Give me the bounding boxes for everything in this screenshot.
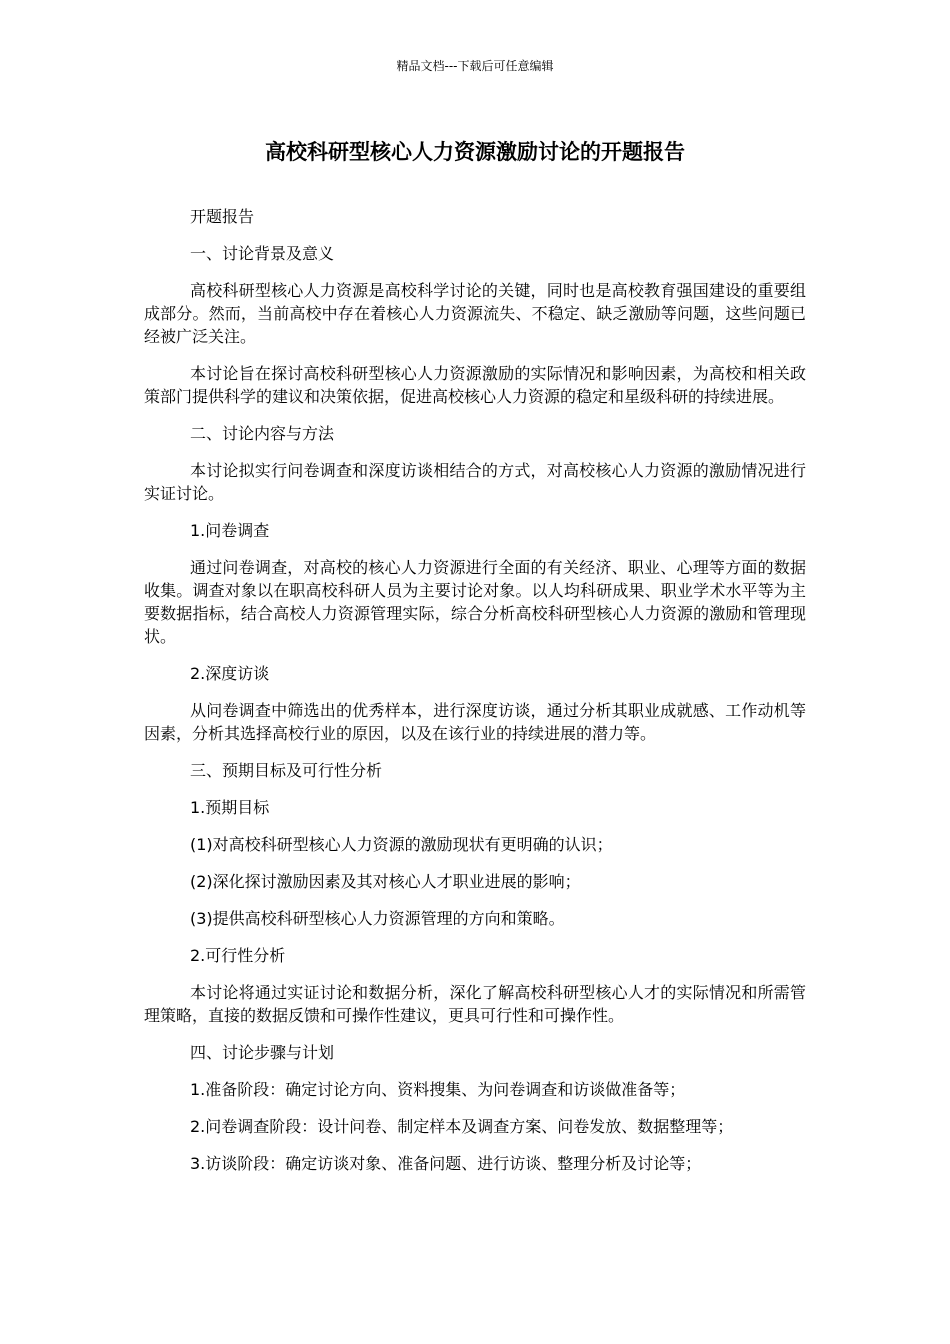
section-heading-steps-plan: 四、讨论步骤与计划 [190, 1043, 335, 1062]
paragraph-questionnaire: 通过问卷调查，对高校的核心人力资源进行全面的有关经济、职业、心理等方面的数据收集。调查对象以在职高校科研人员为主要讨论对象。以人均科研成果、职业学术水平等为主要数据指标，结合高校人力资源管理实际，综合分析高校科研型核心人力资源的激励和管理现状。 [144, 558, 806, 646]
document-body [144, 205, 806, 1189]
goal-item-3: (3)提供高校科研型核心人力资源管理的方向和策略。 [190, 909, 565, 928]
paragraph-interview: 从问卷调查中筛选出的优秀样本，进行深度访谈，通过分析其职业成就感、工作动机等因素，分析其选择高校行业的原因，以及在该行业的持续进展的潜力等。 [144, 701, 806, 743]
document-title: 高校科研型核心人力资源激励讨论的开题报告 [265, 140, 685, 164]
header-note: 精品文档---下载后可任意编辑 [396, 59, 554, 73]
paragraph-background-1: 高校科研型核心人力资源是高校科学讨论的关键，同时也是高校教育强国建设的重要组成部分。然而，当前高校中存在着核心人力资源流失、不稳定、缺乏激励等问题，这些问题已经被广泛关注。 [144, 281, 806, 346]
step-item-1: 1.准备阶段：确定讨论方向、资料搜集、为问卷调查和访谈做准备等； [190, 1080, 686, 1099]
goal-item-1: (1)对高校科研型核心人力资源的激励现状有更明确的认识； [190, 835, 613, 854]
paragraph-feasibility: 本讨论将通过实证讨论和数据分析，深化了解高校科研型核心人才的实际情况和所需管理策略，直接的数据反馈和可操作性建议，更具可行性和可操作性。 [144, 983, 806, 1025]
section-heading-content-method: 二、讨论内容与方法 [190, 424, 335, 443]
step-item-2: 2.问卷调查阶段：设计问卷、制定样本及调查方案、问卷发放、数据整理等； [190, 1117, 734, 1136]
step-item-3: 3.访谈阶段：确定访谈对象、准备问题、进行访谈、整理分析及讨论等； [190, 1154, 702, 1173]
subheading-goals: 1.预期目标 [190, 798, 270, 817]
section-heading-goals-feasibility: 三、预期目标及可行性分析 [190, 761, 383, 780]
subheading-questionnaire: 1.问卷调查 [190, 521, 270, 540]
subheading-feasibility: 2.可行性分析 [190, 946, 286, 965]
paragraph-report-label: 开题报告 [190, 207, 255, 226]
subheading-interview: 2.深度访谈 [190, 664, 270, 683]
goal-item-2: (2)深化探讨激励因素及其对核心人才职业进展的影响； [190, 872, 581, 891]
paragraph-background-2: 本讨论旨在探讨高校科研型核心人力资源激励的实际情况和影响因素，为高校和相关政策部门提供科学的建议和决策依据，促进高校核心人力资源的稳定和星级科研的持续进展。 [144, 364, 806, 406]
section-heading-background: 一、讨论背景及意义 [190, 244, 335, 263]
paragraph-method-overview: 本讨论拟实行问卷调查和深度访谈相结合的方式，对高校核心人力资源的激励情况进行实证讨论。 [144, 461, 806, 503]
